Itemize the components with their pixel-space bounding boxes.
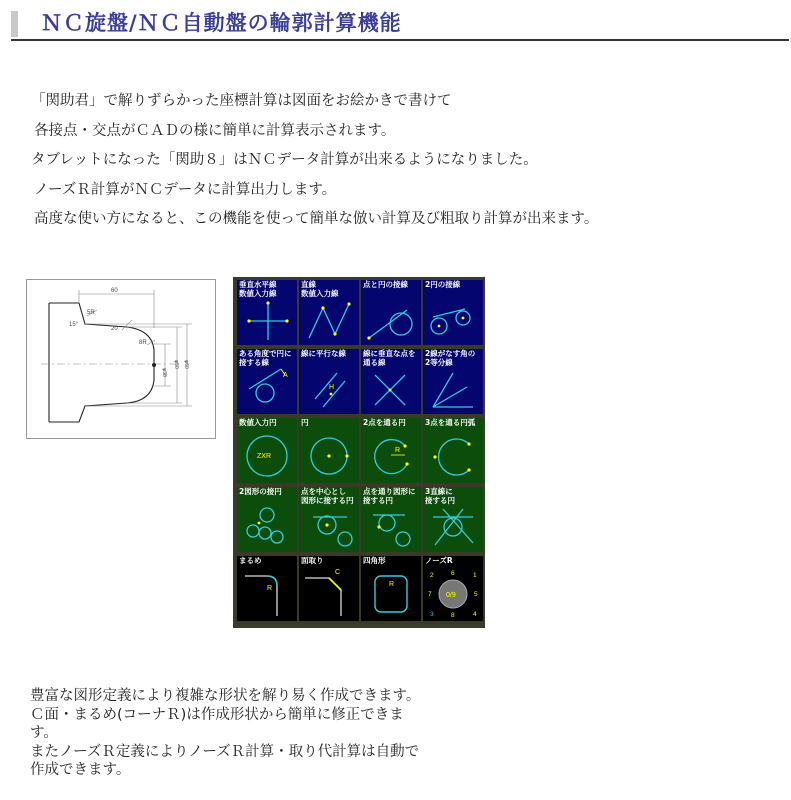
footer-text bbox=[30, 687, 420, 780]
point-circle-tangent-icon bbox=[361, 280, 421, 345]
chamfer-mark: C bbox=[335, 569, 341, 576]
dim-dia-50: φ50 bbox=[173, 360, 179, 369]
tool-label: 線に垂直な点を 通る線 bbox=[363, 349, 416, 367]
shape-tool-palette bbox=[233, 277, 485, 628]
nose-digit: 8 bbox=[451, 612, 455, 619]
tool-fillet[interactable] bbox=[237, 556, 297, 621]
tool-perpendicular-line[interactable] bbox=[361, 349, 421, 414]
tool-point-circle-tangent[interactable] bbox=[361, 280, 421, 345]
tool-two-point-circle[interactable] bbox=[361, 418, 421, 483]
nose-digit: 2 bbox=[430, 572, 434, 579]
page-title-bar bbox=[11, 9, 789, 41]
tool-vertical-horizontal-line[interactable] bbox=[237, 280, 297, 345]
footer-line: 作成できます。 bbox=[30, 762, 131, 779]
tool-three-line-circle[interactable] bbox=[423, 487, 483, 552]
nose-r-icon bbox=[423, 556, 483, 621]
angle-mark: A bbox=[283, 372, 288, 379]
polyline-icon bbox=[299, 280, 359, 345]
two-circle-tangent-icon bbox=[423, 280, 483, 345]
tool-through-point-circle[interactable] bbox=[361, 487, 421, 552]
dim-width: 20 bbox=[111, 326, 118, 332]
two-point-arc-icon bbox=[361, 418, 421, 483]
tool-circle[interactable] bbox=[299, 418, 359, 483]
tool-label: 2図形の接円 bbox=[239, 487, 282, 496]
rectangle-icon bbox=[361, 556, 421, 621]
dim-dia-60: φ60 bbox=[183, 360, 189, 369]
three-line-circle-icon bbox=[423, 487, 483, 552]
tool-label: 円 bbox=[301, 418, 309, 427]
page-title: ＮＣ旋盤/ＮＣ自動盤の輪郭計算機能 bbox=[41, 11, 402, 35]
dim-radius-5r: 5R bbox=[87, 310, 95, 316]
footer-line: Ｃ面・まるめ(コーナＲ)は作成形状から簡単に修正できま bbox=[30, 706, 404, 723]
parallel-line-icon bbox=[299, 349, 359, 414]
tool-numeric-line[interactable] bbox=[299, 280, 359, 345]
intro-line: 各接点・交点がＣＡＤの様に簡単に計算表示されます。 bbox=[34, 122, 396, 139]
lathe-part-drawing bbox=[26, 279, 216, 439]
tool-label: 線に平行な線 bbox=[301, 349, 346, 358]
nose-digit: 3 bbox=[430, 611, 434, 618]
intro-line: 「関助君」で解りずらかった座標計算は図面をお絵かきで書けて bbox=[31, 93, 452, 109]
tool-label: ある角度で円に 接する線 bbox=[239, 349, 292, 367]
three-point-arc-icon bbox=[423, 418, 483, 483]
nose-digit: 6 bbox=[451, 570, 455, 577]
tool-nose-r[interactable] bbox=[423, 556, 483, 621]
tool-numeric-circle[interactable] bbox=[237, 418, 297, 483]
tool-label: 四角形 bbox=[363, 556, 386, 565]
dim-angle: 15° bbox=[69, 322, 79, 328]
tool-label: 2円の接線 bbox=[425, 280, 461, 289]
footer-line: またノーズＲ定義によりノーズＲ計算・取り代計算は自動で bbox=[30, 743, 420, 760]
nose-digit: 1 bbox=[473, 572, 477, 579]
tool-angle-bisector[interactable] bbox=[423, 349, 483, 414]
tool-label: 3点を通る円弧 bbox=[425, 418, 476, 427]
tool-label: ノーズR bbox=[425, 556, 453, 565]
circle-icon bbox=[299, 418, 359, 483]
tool-rectangle[interactable] bbox=[361, 556, 421, 621]
chamfer-icon bbox=[299, 556, 359, 621]
dim-radius-8r: 8R bbox=[139, 340, 147, 346]
nose-digit: 5 bbox=[474, 591, 478, 598]
tool-label: 面取り bbox=[301, 556, 324, 565]
through-point-circle-icon bbox=[361, 487, 421, 552]
tool-label: 点を中心とし 図形に接する円 bbox=[301, 487, 354, 505]
tool-label: 2点を通る円 bbox=[363, 418, 406, 427]
radius-mark: R bbox=[395, 447, 401, 454]
part-profile-image bbox=[27, 280, 215, 438]
tool-label: 3直線に 接する円 bbox=[425, 487, 455, 505]
parallel-mark: H bbox=[329, 384, 335, 391]
perpendicular-line-icon bbox=[361, 349, 421, 414]
numeric-circle-icon bbox=[237, 418, 297, 483]
nose-digit: 4 bbox=[473, 611, 477, 618]
tool-label: 数値入力円 bbox=[239, 418, 277, 427]
footer-line: 豊富な図形定義により複雑な形状を解り易く作成できます。 bbox=[30, 688, 421, 704]
tool-tangent-circle-two-shapes[interactable] bbox=[237, 487, 297, 552]
tool-label: 点と円の接線 bbox=[363, 280, 408, 289]
tool-chamfer[interactable] bbox=[299, 556, 359, 621]
dim-length: 60 bbox=[111, 288, 118, 294]
fillet-icon bbox=[237, 556, 297, 621]
tool-center-point-circle[interactable] bbox=[299, 487, 359, 552]
profile-point bbox=[152, 363, 156, 367]
center-point-circle-icon bbox=[299, 487, 359, 552]
intro-line: ノーズＲ計算がＮＣデータに計算出力します。 bbox=[34, 181, 337, 198]
tool-label: まるめ bbox=[239, 556, 262, 565]
tool-label: 垂直水平線 数値入力線 bbox=[239, 280, 277, 298]
circle-mark: ZXR bbox=[257, 453, 271, 460]
dim-dia-38: φ38 bbox=[161, 368, 167, 377]
tool-label: 点を通り図形に 接する円 bbox=[363, 487, 416, 505]
tool-label: 直線 数値入力線 bbox=[301, 280, 339, 298]
title-accent-bar bbox=[11, 11, 18, 37]
fillet-mark: R bbox=[267, 585, 273, 592]
tool-label: 2線がなす角の 2等分線 bbox=[425, 349, 476, 367]
angle-tangent-icon bbox=[237, 349, 297, 414]
rect-mark: R bbox=[389, 581, 395, 588]
cross-lines-icon bbox=[237, 280, 297, 345]
intro-text bbox=[31, 87, 598, 235]
tool-parallel-line[interactable] bbox=[299, 349, 359, 414]
nose-digit: 7 bbox=[428, 591, 432, 598]
tool-three-point-arc[interactable] bbox=[423, 418, 483, 483]
tangent-circles-icon bbox=[237, 487, 297, 552]
footer-line: す。 bbox=[30, 725, 58, 742]
bisector-icon bbox=[423, 349, 483, 414]
intro-line: 高度な使い方になると、この機能を使って簡単な倣い計算及び粗取り計算が出来ます。 bbox=[34, 211, 599, 228]
tool-two-circle-tangent[interactable] bbox=[423, 280, 483, 345]
nose-center-mark: 0/9 bbox=[446, 592, 456, 599]
intro-line: タブレットになった「関助８」はＮＣデータ計算が出来るようになりました。 bbox=[31, 152, 538, 169]
tool-angle-tangent-line[interactable] bbox=[237, 349, 297, 414]
